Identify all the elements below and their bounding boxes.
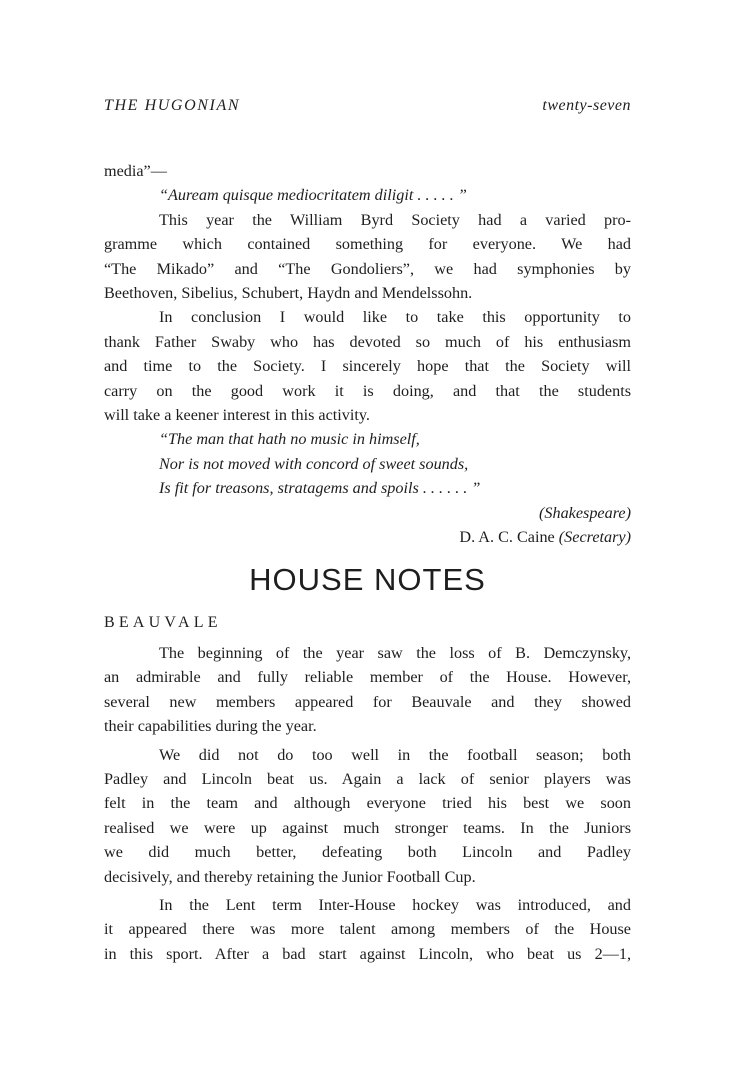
text-line: This year the William Byrd Society had a varied pro- (159, 210, 631, 229)
text-line: in this sport. After a bad start against Lincoln, who beat us 2—1, (104, 944, 631, 963)
text-line: decisively, and thereby retaining the Junior Football Cup. (104, 867, 476, 886)
text-line: an admirable and fully reliable member of the House. However, (104, 668, 631, 687)
text-line: The beginning of the year saw the loss of B. Demczynsky, (159, 644, 631, 662)
running-head (104, 97, 631, 121)
quote-line: Is fit for treasons, stratagems and spoils . . . . . . ” (159, 479, 481, 498)
quote-line: “The man that hath no music in himself, (159, 430, 420, 449)
text-line: their capabilities during the year. (104, 717, 317, 736)
page (104, 0, 631, 1079)
text-line: realised we were up against much stronger teams. In the Juniors (104, 818, 631, 837)
text-line: carry on the good work it is doing, and that the students (104, 381, 631, 400)
society-report (104, 159, 631, 550)
text-line: “The Mikado” and “The Gondoliers”, we had symphonies by (104, 259, 631, 278)
signature-role: (Secretary) (558, 528, 631, 547)
text-line: and time to the Society. I sincerely hope that the Society will (104, 357, 631, 376)
quote-line: “Auream quisque mediocritatem diligit . . . . . ” (159, 186, 467, 205)
text-line: it appeared there was more talent among members of the House (104, 920, 631, 939)
publication-title: THE HUGONIAN (104, 97, 241, 114)
text-line: will take a keener interest in this activity. (104, 406, 370, 425)
text-line: felt in the team and although everyone tried his best we soon (104, 794, 631, 813)
house-name: BEAUVALE (104, 614, 222, 631)
text-line: In conclusion I would like to take this opportunity to (159, 308, 631, 327)
text-line: Beethoven, Sibelius, Schubert, Haydn and Mendelssohn. (104, 284, 473, 303)
text-line: several new members appeared for Beauvale and they showed (104, 692, 631, 711)
text-line: we did much better, defeating both Lincoln and Padley (104, 843, 631, 862)
quote-line: Nor is not moved with concord of sweet sounds, (159, 454, 469, 473)
quote-attribution: (Shakespeare) (539, 503, 631, 522)
page-number-label: twenty-seven (542, 97, 631, 114)
text-line: Padley and Lincoln beat us. Again a lack of senior players was (104, 770, 631, 789)
text-line: thank Father Swaby who has devoted so much of his enthusiasm (104, 332, 631, 351)
text-line: media”— (104, 162, 167, 180)
society-report-lines (104, 159, 631, 501)
signature-name: D. A. C. Caine (459, 528, 555, 547)
text-line: In the Lent term Inter-House hockey was introduced, and (159, 896, 631, 915)
signature (104, 525, 631, 549)
text-line: gramme which contained something for everyone. We had (104, 235, 631, 254)
text-line: We did not do too well in the football season; both (159, 745, 631, 764)
house-notes-text (104, 641, 631, 966)
section-heading: HOUSE NOTES (249, 562, 486, 597)
